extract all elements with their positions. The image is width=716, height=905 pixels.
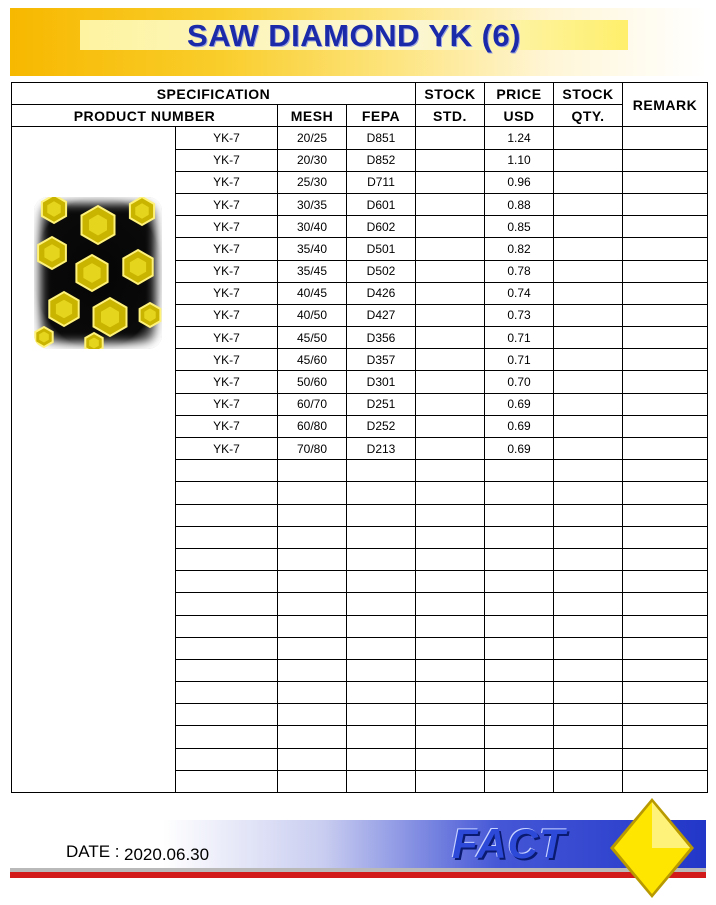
mesh-cell [278,504,347,526]
price-cell: 0.69 [485,415,554,437]
remark-cell [623,327,708,349]
fepa-header: FEPA [347,105,416,127]
mesh-cell: 35/45 [278,260,347,282]
mesh-header: MESH [278,105,347,127]
product-number-cell: YK-7 [176,393,278,415]
mesh-cell [278,659,347,681]
fepa-cell: D852 [347,149,416,171]
remark-cell [623,548,708,570]
stock-qty-header-bottom: QTY. [554,105,623,127]
mesh-cell [278,571,347,593]
fepa-cell [347,682,416,704]
stock-std-cell [416,571,485,593]
header-row-1 [12,83,708,105]
remark-cell [623,637,708,659]
stock-std-cell [416,659,485,681]
remark-cell [623,482,708,504]
stock-std-cell [416,704,485,726]
stock-std-cell [416,637,485,659]
price-cell: 1.10 [485,149,554,171]
fepa-cell: D213 [347,438,416,460]
stock-std-cell [416,171,485,193]
stock-qty-cell [554,327,623,349]
product-number-cell [176,482,278,504]
date-value: 2020.06.30 [124,845,210,864]
stock-std-cell [416,393,485,415]
remark-cell [623,726,708,748]
product-number-cell: YK-7 [176,282,278,304]
remark-header: REMARK [623,83,708,127]
date-label: DATE : [66,842,120,861]
fepa-cell [347,460,416,482]
stock-qty-cell [554,659,623,681]
mesh-cell [278,682,347,704]
stock-qty-cell [554,682,623,704]
price-cell [485,637,554,659]
price-cell: 0.71 [485,327,554,349]
stock-qty-cell [554,526,623,548]
stock-qty-cell [554,637,623,659]
fepa-cell: D251 [347,393,416,415]
price-cell [485,726,554,748]
stock-std-cell [416,415,485,437]
stock-qty-header-top: STOCK [554,83,623,105]
product-number-cell [176,504,278,526]
stock-std-cell [416,460,485,482]
stock-qty-cell [554,460,623,482]
product-image-cell [12,127,176,793]
remark-cell [623,282,708,304]
price-cell: 0.74 [485,282,554,304]
stock-std-cell [416,504,485,526]
stock-std-cell [416,548,485,570]
product-number-cell: YK-7 [176,216,278,238]
header-row-2 [12,105,708,127]
footer-divider-red [10,872,706,878]
price-cell: 0.85 [485,216,554,238]
stock-qty-cell [554,615,623,637]
fepa-cell: D252 [347,415,416,437]
price-cell: 0.71 [485,349,554,371]
mesh-cell [278,460,347,482]
mesh-cell [278,526,347,548]
price-cell [485,704,554,726]
remark-cell [623,371,708,393]
mesh-cell: 40/50 [278,304,347,326]
brand-logo: FACT [452,820,566,867]
stock-std-cell [416,304,485,326]
product-number-cell [176,682,278,704]
fepa-cell: D356 [347,327,416,349]
stock-qty-cell [554,127,623,149]
fepa-cell [347,571,416,593]
stock-qty-cell [554,770,623,792]
mesh-cell: 50/60 [278,371,347,393]
stock-qty-cell [554,282,623,304]
stock-qty-cell [554,238,623,260]
stock-qty-cell [554,748,623,770]
price-cell [485,504,554,526]
stock-qty-cell [554,193,623,215]
price-cell [485,482,554,504]
price-cell: 0.82 [485,238,554,260]
product-number-cell: YK-7 [176,415,278,437]
fepa-cell [347,548,416,570]
page-title: SAW DIAMOND YK (6) [187,18,521,53]
price-cell [485,682,554,704]
stock-std-cell [416,149,485,171]
price-cell: 0.78 [485,260,554,282]
mesh-cell [278,615,347,637]
stock-std-cell [416,238,485,260]
price-cell [485,748,554,770]
stock-qty-cell [554,149,623,171]
remark-cell [623,149,708,171]
stock-qty-cell [554,704,623,726]
fepa-cell: D426 [347,282,416,304]
product-number-cell [176,526,278,548]
stock-qty-cell [554,504,623,526]
mesh-cell: 25/30 [278,171,347,193]
stock-qty-cell [554,415,623,437]
fepa-cell: D851 [347,127,416,149]
price-cell: 0.70 [485,371,554,393]
fepa-cell [347,726,416,748]
remark-cell [623,571,708,593]
price-cell [485,659,554,681]
stock-std-cell [416,482,485,504]
mesh-cell [278,482,347,504]
stock-qty-cell [554,393,623,415]
fepa-cell: D357 [347,349,416,371]
product-number-cell: YK-7 [176,127,278,149]
fepa-cell: D602 [347,216,416,238]
product-number-cell [176,460,278,482]
remark-cell [623,704,708,726]
product-number-cell: YK-7 [176,438,278,460]
price-cell [485,571,554,593]
fepa-cell [347,504,416,526]
fepa-cell [347,770,416,792]
stock-std-cell [416,526,485,548]
price-cell: 1.24 [485,127,554,149]
stock-std-cell [416,282,485,304]
product-number-header: PRODUCT NUMBER [12,105,278,127]
fepa-cell [347,615,416,637]
stock-std-cell [416,371,485,393]
mesh-cell: 60/70 [278,393,347,415]
stock-std-cell [416,127,485,149]
stock-std-cell [416,748,485,770]
product-number-cell: YK-7 [176,149,278,171]
table-body [12,127,708,793]
remark-cell [623,526,708,548]
remark-cell [623,216,708,238]
stock-std-header-top: STOCK [416,83,485,105]
stock-qty-cell [554,438,623,460]
product-number-cell: YK-7 [176,193,278,215]
fepa-cell: D711 [347,171,416,193]
product-number-cell [176,659,278,681]
product-number-cell: YK-7 [176,371,278,393]
mesh-cell: 45/60 [278,349,347,371]
stock-std-cell [416,438,485,460]
fepa-cell: D601 [347,193,416,215]
mesh-cell: 60/80 [278,415,347,437]
product-number-cell: YK-7 [176,260,278,282]
fepa-cell [347,593,416,615]
remark-cell [623,460,708,482]
stock-qty-cell [554,216,623,238]
stock-qty-cell [554,593,623,615]
remark-cell [623,682,708,704]
mesh-cell [278,548,347,570]
product-number-cell [176,593,278,615]
stock-std-cell [416,726,485,748]
remark-cell [623,593,708,615]
price-table [11,82,708,793]
mesh-cell: 40/45 [278,282,347,304]
mesh-cell: 30/35 [278,193,347,215]
fepa-cell [347,659,416,681]
mesh-cell: 20/25 [278,127,347,149]
price-cell [485,460,554,482]
price-cell [485,548,554,570]
remark-cell [623,659,708,681]
price-cell [485,593,554,615]
remark-cell [623,393,708,415]
stock-qty-cell [554,371,623,393]
remark-cell [623,615,708,637]
stock-qty-cell [554,571,623,593]
remark-cell [623,304,708,326]
mesh-cell: 30/40 [278,216,347,238]
diamond-crystals-photo [34,197,162,349]
stock-std-cell [416,216,485,238]
remark-cell [623,238,708,260]
remark-cell [623,260,708,282]
mesh-cell: 35/40 [278,238,347,260]
product-number-cell: YK-7 [176,238,278,260]
product-number-cell [176,748,278,770]
table-row [12,127,708,149]
remark-cell [623,504,708,526]
price-cell: 0.69 [485,393,554,415]
price-cell [485,526,554,548]
fepa-cell [347,482,416,504]
product-number-cell: YK-7 [176,171,278,193]
remark-cell [623,438,708,460]
fepa-cell: D502 [347,260,416,282]
mesh-cell: 20/30 [278,149,347,171]
stock-std-cell [416,327,485,349]
fepa-cell: D427 [347,304,416,326]
price-cell: 0.73 [485,304,554,326]
stock-std-cell [416,615,485,637]
fepa-cell: D501 [347,238,416,260]
stock-qty-cell [554,304,623,326]
mesh-cell [278,637,347,659]
mesh-cell: 70/80 [278,438,347,460]
stock-std-cell [416,593,485,615]
mesh-cell [278,593,347,615]
price-cell [485,615,554,637]
product-number-cell: YK-7 [176,349,278,371]
specification-header: SPECIFICATION [12,83,416,105]
mesh-cell [278,748,347,770]
fepa-cell: D301 [347,371,416,393]
fepa-cell [347,748,416,770]
product-number-cell [176,704,278,726]
stock-std-cell [416,260,485,282]
price-header-bottom: USD [485,105,554,127]
stock-std-cell [416,770,485,792]
yellow-diamond-icon [608,796,696,900]
product-number-cell: YK-7 [176,304,278,326]
remark-cell [623,193,708,215]
fepa-cell [347,526,416,548]
price-cell: 0.69 [485,438,554,460]
mesh-cell [278,726,347,748]
mesh-cell: 45/50 [278,327,347,349]
price-cell: 0.88 [485,193,554,215]
product-number-cell [176,637,278,659]
price-header-top: PRICE [485,83,554,105]
stock-qty-cell [554,482,623,504]
remark-cell [623,415,708,437]
fepa-cell [347,637,416,659]
product-number-cell [176,726,278,748]
price-cell: 0.96 [485,171,554,193]
stock-qty-cell [554,260,623,282]
stock-qty-cell [554,548,623,570]
stock-qty-cell [554,171,623,193]
mesh-cell [278,770,347,792]
price-cell [485,770,554,792]
stock-std-cell [416,193,485,215]
product-number-cell [176,548,278,570]
remark-cell [623,171,708,193]
mesh-cell [278,704,347,726]
remark-cell [623,748,708,770]
product-number-cell [176,770,278,792]
product-number-cell [176,615,278,637]
stock-std-cell [416,349,485,371]
fepa-cell [347,704,416,726]
product-number-cell: YK-7 [176,327,278,349]
stock-std-header-bottom: STD. [416,105,485,127]
remark-cell [623,349,708,371]
stock-qty-cell [554,726,623,748]
stock-qty-cell [554,349,623,371]
remark-cell [623,770,708,792]
product-number-cell [176,571,278,593]
stock-std-cell [416,682,485,704]
remark-cell [623,127,708,149]
